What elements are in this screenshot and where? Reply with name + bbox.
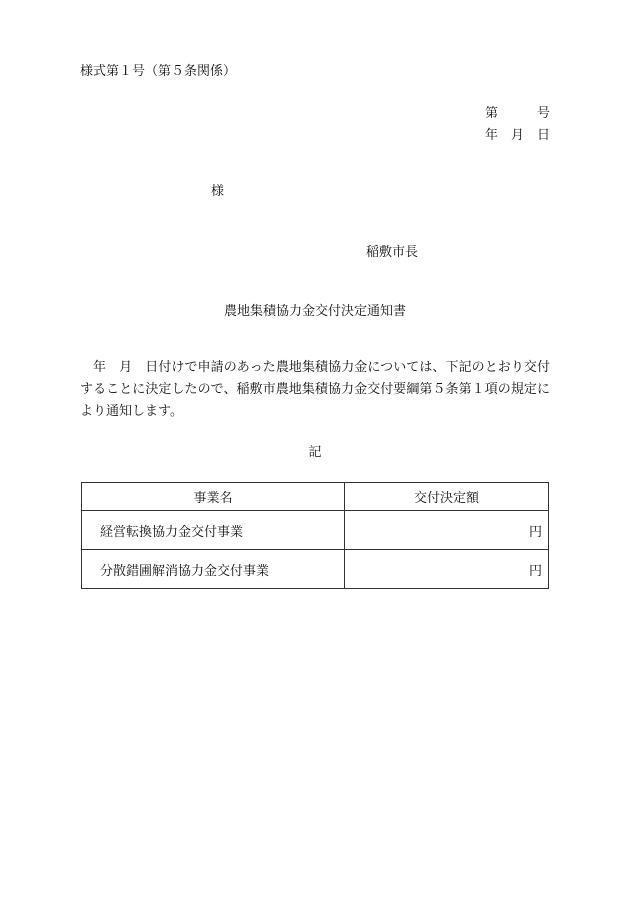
header-grant-amount: 交付決定額 [345, 483, 549, 511]
amount-cell: 円 [345, 550, 549, 589]
document-number-block [485, 103, 550, 147]
addressee-honorific: 様 [211, 184, 225, 199]
issuer-name: 稲敷市長 [366, 245, 419, 260]
amount-cell: 円 [345, 511, 549, 550]
body-paragraph: 年 月 日付けで申請のあった農地集積協力金については、下記のとおり交付することに決定したので、稲敷市農地集積協力金交付要綱第５条第１項の規定により通知します。 [80, 360, 550, 419]
table-header-row [82, 483, 549, 511]
document-number-label: 第 号 [484, 106, 550, 121]
table-row [82, 550, 549, 589]
grant-table [81, 482, 549, 589]
header-project-name: 事業名 [82, 483, 345, 511]
project-name-cell: 分散錯圃解消協力金交付事業 [82, 550, 345, 589]
project-name-cell: 経営転換協力金交付事業 [82, 511, 345, 550]
document-title: 農地集積協力金交付決定通知書 [223, 304, 406, 319]
document-date-label: 年 月 日 [484, 128, 550, 143]
form-label: 様式第１号（第５条関係） [80, 64, 237, 79]
ki-heading: 記 [308, 445, 322, 460]
table-row [82, 511, 549, 550]
